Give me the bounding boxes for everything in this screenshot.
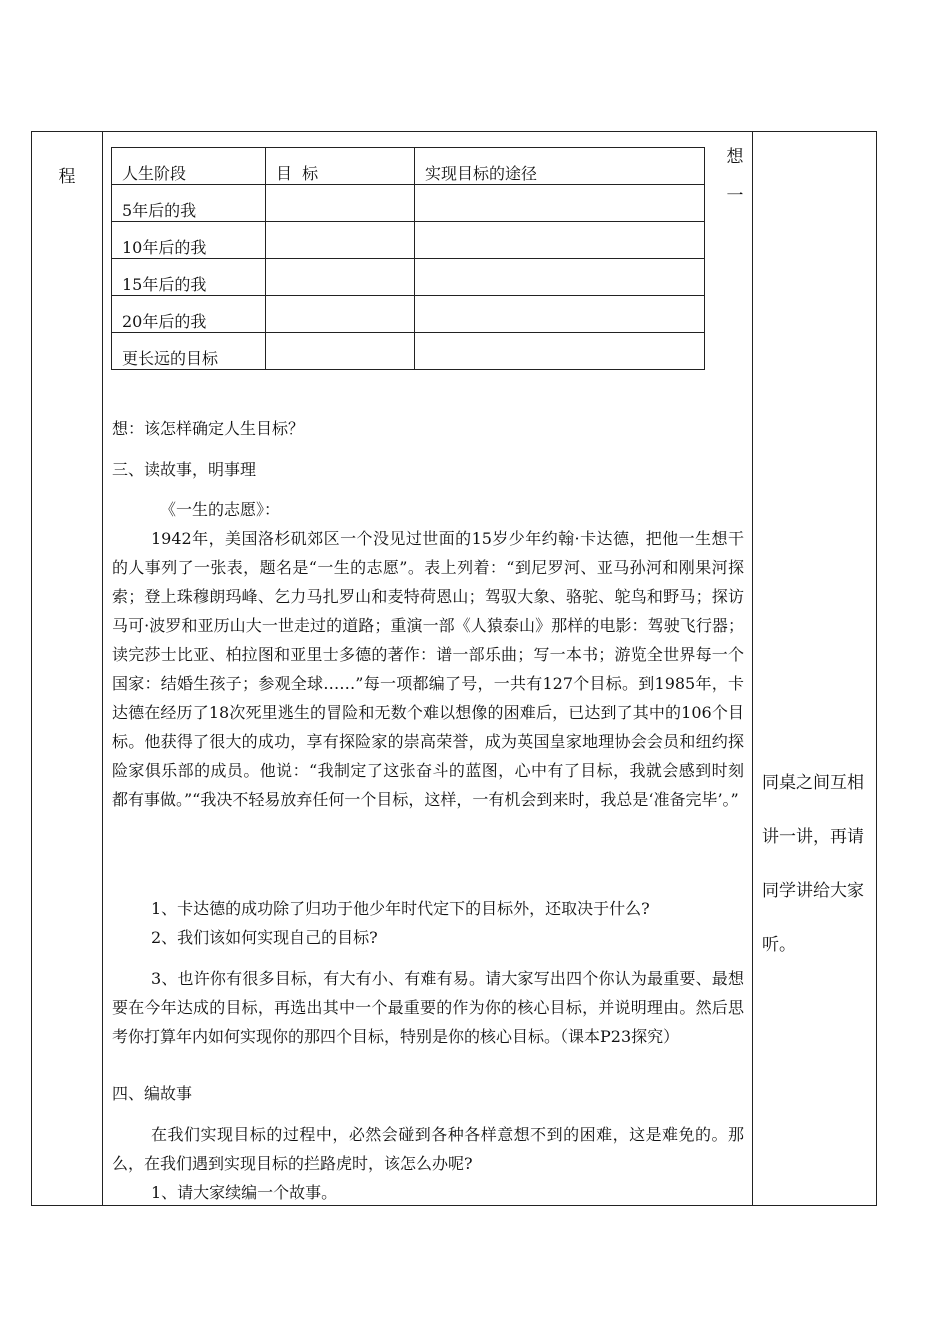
row-label: 更长远的目标 xyxy=(112,333,266,370)
table-row xyxy=(112,333,705,370)
goal-cell[interactable] xyxy=(266,333,415,370)
story-prompt: 在我们实现目标的过程中，必然会碰到各种各样意想不到的困难，这是难免的。那么，在我们遇到实现目标的拦路虎时，该怎么办呢? xyxy=(112,1125,744,1173)
header-stage: 人生阶段 xyxy=(112,148,266,185)
row-label: 5年后的我 xyxy=(112,185,266,222)
method-cell[interactable] xyxy=(415,185,705,222)
column-divider xyxy=(752,132,753,1205)
question-3: 3、也许你有很多目标，有大有小、有难有易。请大家写出四个你认为最重要、最想要在今年达成的目标，再选出其中一个最重要的作为你的核心目标，并说明理由。然后思考你打算年内如何实现你的那四个目标，特别是你的核心目标。（课本P23探究） xyxy=(112,969,744,1046)
question-1: 1、卡达德的成功除了归功于他少年时代定下的目标外，还取决于什么? xyxy=(151,899,650,918)
header-method: 实现目标的途径 xyxy=(415,148,705,185)
column-divider xyxy=(102,132,103,1205)
task-1: 1、请大家续编一个故事。 xyxy=(151,1183,338,1202)
story-title: 《一生的志愿》： xyxy=(160,500,281,519)
method-cell[interactable] xyxy=(415,333,705,370)
goal-cell[interactable] xyxy=(266,185,415,222)
header-goal: 目 标 xyxy=(266,148,415,185)
section-heading: 三、读故事，明事理 xyxy=(112,460,257,479)
table-row xyxy=(112,222,705,259)
section-heading: 四、编故事 xyxy=(112,1084,193,1103)
table-row xyxy=(112,296,705,333)
row-label: 15年后的我 xyxy=(112,259,266,296)
row-label: 10年后的我 xyxy=(112,222,266,259)
goal-cell[interactable] xyxy=(266,259,415,296)
goal-cell[interactable] xyxy=(266,222,415,259)
method-cell[interactable] xyxy=(415,259,705,296)
story-body: 1942年，美国洛杉矶郊区一个没见过世面的15岁少年约翰·卡达德，把他一生想干的人事列了一张表，题名是“一生的志愿”。表上列着：“到尼罗河、亚马孙河和刚果河探索；登上珠穆朗玛峰、乞力马扎罗山和麦特荷恩山；驾驭大象、骆驼、鸵鸟和野马；探访马可·波罗和亚历山大一世走过的道路；重演一部《人猿泰山》那样的电影：驾驶飞行器；读完莎士比亚、柏拉图和亚里士多德的著作：谱一部乐曲；写一本书；游览全世界每一个国家：结婚生孩子；参观全球……”每一项都编了号，一共有127个目标。到1985年，卡达德在经历了18次死里逃生的冒险和无数个难以想像的困难后，已达到了其中的106个目标。他获得了很大的成功，享有探险家的崇高荣誉，成为英国皇家地理协会会员和纽约探险家俱乐部的成员。他说：“我制定了这张奋斗的蓝图，心中有了目标，我就会感到时刻都有事做。”“我决不轻易放弃任何一个目标，这样，一有机会到来时，我总是‘准备完毕’。” xyxy=(112,529,744,809)
goal-table xyxy=(111,147,705,370)
activity-note: 同桌之间互相讲一讲，再请同学讲给大家听。 xyxy=(762,773,864,955)
method-cell[interactable] xyxy=(415,296,705,333)
think-question: 想：该怎样确定人生目标？ xyxy=(112,419,305,438)
row-label: 20年后的我 xyxy=(112,296,266,333)
table-row xyxy=(112,259,705,296)
vertical-note: 想 一 xyxy=(726,147,744,206)
stage-label: 程 xyxy=(58,167,76,187)
question-2: 2、我们该如何实现自己的目标? xyxy=(151,928,378,947)
table-row xyxy=(112,185,705,222)
table-header-row xyxy=(112,148,705,185)
goal-cell[interactable] xyxy=(266,296,415,333)
method-cell[interactable] xyxy=(415,222,705,259)
